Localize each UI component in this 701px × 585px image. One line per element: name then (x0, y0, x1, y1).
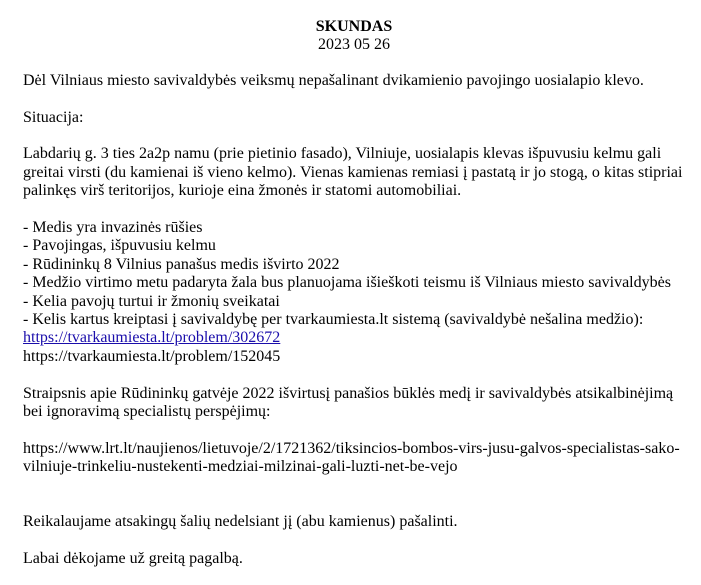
demand-line: Reikalaujame atsakingų šalių nedelsiant jį (abu kamienus) pašalinti. (23, 513, 458, 531)
subject-line: Dėl Vilniaus miesto savivaldybės veiksmų nepašalinant dvikamienio pavojingo uosialapio klevo. (23, 71, 644, 89)
closing-line: Labai dėkojame už greitą pagalbą. (23, 550, 243, 568)
document-date: 2023 05 26 (318, 36, 390, 54)
article-intro: Straipsnis apie Rūdininkų gatvėje 2022 išvirtusį panašios būklės medį ir savivaldybės atsikalbinėjimą bei ignoravimą specialistų perspėjimų: (23, 384, 674, 421)
document-title: SKUNDAS (315, 18, 393, 35)
list-item: - Pavojingas, išpuvusiu kelmu (23, 237, 216, 255)
list-item: - Kelis kartus kreiptasi į savivaldybę per tvarkaumiesta.lt sistemą (savivaldybė nešalina medžio): (23, 311, 644, 329)
spacer (23, 495, 685, 513)
list-item: - Medis yra invazinės rūšies (23, 219, 203, 237)
article-url: https://www.lrt.lt/naujienos/lietuvoje/2/1721362/tiksincios-bombos-virs-jusu-galvos-specialistas-sako-vilniuje-trinkeliu-nustekenti-medziai-milzinai-gali-luzti-net-be-vejo (23, 439, 680, 476)
problem-link-1[interactable]: https://tvarkaumiesta.lt/problem/302672 (23, 329, 281, 347)
situation-description: Labdarių g. 3 ties 2a2p namu (prie pietinio fasado), Vilniuje, uosialapis klevas išpuvusiu kelmu gali greitai virsti (du kamienai iš vieno kelmo). Vienas kamienas remiasi į pastatą ir jo stogą, o kitas stipriai palinkęs virš teritorijos, kurioje eina žmonės ir statomi automobiliai. (23, 145, 683, 200)
points-list (23, 219, 685, 366)
problem-link-2: https://tvarkaumiesta.lt/problem/152045 (23, 347, 281, 365)
situation-label: Situacija: (23, 108, 84, 126)
document-header (23, 18, 685, 55)
list-item: - Kelia pavojų turtui ir žmonių sveikatai (23, 292, 280, 310)
list-item: - Rūdininkų 8 Vilnius panašus medis išvirto 2022 (23, 255, 340, 273)
list-item: - Medžio virtimo metu padaryta žala bus planuojama išieškoti teismu iš Vilniaus miesto savivaldybės (23, 274, 671, 292)
spacer (23, 366, 685, 384)
problem-link-1-wrapper (23, 329, 685, 347)
